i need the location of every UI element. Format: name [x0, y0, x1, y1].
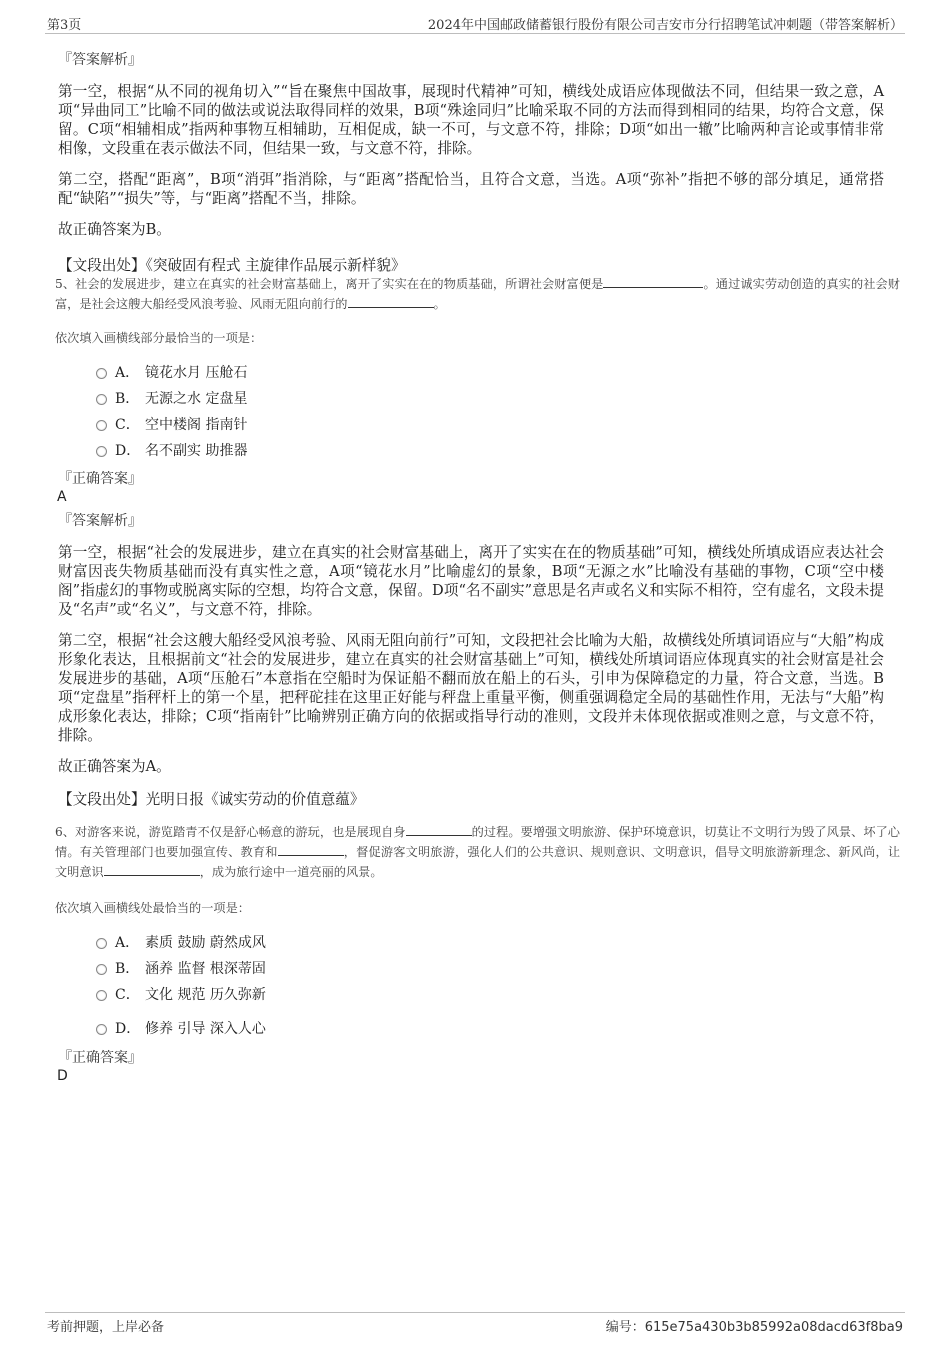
- page-number: 第3页: [47, 18, 82, 33]
- source-citation: 【文段出处】光明日报《诚实劳动的价值意蕴》: [58, 791, 365, 808]
- blank-2: [278, 843, 344, 856]
- analysis-paragraph-1: 第一空，根据“社会的发展进步，建立在真实的社会财富基础上，离开了实实在在的物质基础”可知，横线处所填成语应表达社会财富因丧失物质基础而没有真实性之意，A项“镜花水月”比喻虚幻的景象，B项“无源之水”比喻没有基础的事物，C项“空中楼阁”指虚幻的事物或脱离实际的空想，均符合文意，保留。D项“名不副实”意思是名声或名义和实际不相符，空有虚名，文段未提及“名声”或“名义”，与文意不符，排除。: [58, 544, 884, 618]
- option-letter: A．: [115, 935, 140, 951]
- option-text: 文化 规范 历久弥新: [145, 987, 266, 1003]
- option-letter: A．: [115, 365, 140, 381]
- analysis-conclusion: 故正确答案为B。: [58, 221, 171, 238]
- option-text: 修养 引导 深入人心: [145, 1021, 266, 1037]
- option-text: 涵养 监督 根深蒂固: [145, 961, 266, 977]
- option-letter: C．: [115, 987, 140, 1003]
- analysis-paragraph-2: 第二空，搭配“距离”，B项“消弭”指消除，与“距离”搭配恰当，且符合文意，当选。A项“弥补”指把不够的部分填足，通常搭配“缺陷”“损失”等，与“距离”搭配不当，排除。: [58, 171, 884, 207]
- option-text: 镜花水月 压舱石: [145, 365, 248, 381]
- option-letter: B．: [115, 961, 140, 977]
- option-text: 空中楼阁 指南针: [145, 417, 248, 433]
- question-6-text-d: ，成为旅行途中一道亮丽的风景。: [199, 865, 383, 879]
- option-text: 名不副实 助推器: [145, 443, 248, 459]
- question-5-text-c: 。: [433, 297, 446, 311]
- radio-icon[interactable]: [96, 1024, 107, 1035]
- correct-answer: A: [57, 489, 67, 505]
- radio-icon[interactable]: [96, 938, 107, 949]
- analysis-label: 『答案解析』: [58, 513, 142, 529]
- correct-answer-label: 『正确答案』: [58, 471, 142, 487]
- question-6-instruction: 依次填入画横线处最恰当的一项是：: [55, 901, 250, 915]
- blank-3: [104, 863, 200, 876]
- analysis-paragraph-2: 第二空，根据“社会这艘大船经受风浪考验、风雨无阻向前行”可知，文段把社会比喻为大船，故横线处所填词语应与“大船”构成形象化表达，且根据前文“社会的发展进步，建立在真实的社会财富基础上”可知，横线处所填词语应体现真实的社会财富是社会发展进步的基础，A项“压舱石”本意指在空船时为保证船不翻而放在船上的石头，引申为保障稳定的力量，符合文意，当选。B项“定盘星”指秤杆上的第一个星，把秤砣挂在这里正好能与秤盘上重量平衡，侧重强调稳定全局的基础性作用，无法与“大船”构成形象化表达，排除；C项“指南针”比喻辨别正确方向的依据或指导行动的准则，文段并未体现依据或准则之意，与文意不符，排除。: [58, 632, 884, 744]
- option-text: 素质 鼓励 蔚然成风: [145, 935, 266, 951]
- option-letter: D．: [115, 1021, 141, 1037]
- option-text: 无源之水 定盘星: [145, 391, 248, 407]
- analysis-paragraph-1: 第一空，根据“从不同的视角切入”“旨在聚焦中国故事，展现时代精神”可知，横线处成语应体现做法不同，但结果一致之意，A项“异曲同工”比喻不同的做法或说法取得同样的效果，B项“殊途同归”比喻采取不同的方法而得到相同的结果，均符合文意，保留。C项“相辅相成”指两种事物互相辅助，互相促成，缺一不可，与文意不符，排除；D项“如出一辙”比喻两种言论或事情非常相像，文段重在表示做法不同，但结果一致，与文意不符，排除。: [58, 83, 884, 157]
- blank-1: [603, 275, 703, 288]
- document-title: 2024年中国邮政储蓄银行股份有限公司吉安市分行招聘笔试冲刺题（带答案解析）: [427, 18, 903, 33]
- question-5-stem: [55, 274, 900, 314]
- radio-icon[interactable]: [96, 420, 107, 431]
- blank-1: [406, 823, 472, 836]
- question-5-text-b: 。通过诚实劳动创造的真实的社会财富，是社会这艘大船经受风浪考验、风雨无阻向前行的: [55, 277, 900, 311]
- radio-icon[interactable]: [96, 368, 107, 379]
- source-citation: 【文段出处】《突破固有程式 主旋律作品展示新样貌》: [58, 257, 406, 274]
- radio-icon[interactable]: [96, 446, 107, 457]
- question-5-text-a: 5、社会的发展进步，建立在真实的社会财富基础上，离开了实实在在的物质基础，所谓社会财富便是: [55, 277, 604, 291]
- radio-icon[interactable]: [96, 990, 107, 1001]
- option-letter: C．: [115, 417, 140, 433]
- analysis-conclusion: 故正确答案为A。: [58, 758, 171, 775]
- option-letter: B．: [115, 391, 140, 407]
- correct-answer: D: [57, 1068, 68, 1084]
- blank-2: [348, 295, 434, 308]
- radio-icon[interactable]: [96, 964, 107, 975]
- analysis-label: 『答案解析』: [58, 52, 142, 68]
- header-divider: [45, 33, 905, 34]
- footer-slogan: 考前押题，上岸必备: [47, 1320, 165, 1335]
- footer-document-id: 编号：615e75a430b3b85992a08dacd63f8ba9: [605, 1320, 903, 1335]
- question-6-text-a: 6、对游客来说，游览踏青不仅是舒心畅意的游玩，也是展现自身: [55, 825, 406, 839]
- option-letter: D．: [115, 443, 141, 459]
- question-6-text-b: 的过程。要增强文明旅游、保护环境意识，切莫让不文明行为毁了风景、坏了心情。有关管理部门也要加强宣传、教育和: [55, 825, 900, 859]
- question-6-stem: [55, 822, 900, 882]
- correct-answer-label: 『正确答案』: [58, 1050, 142, 1066]
- footer-divider: [45, 1312, 905, 1313]
- radio-icon[interactable]: [96, 394, 107, 405]
- question-6-text-c: ，督促游客文明旅游，强化人们的公共意识、规则意识、文明意识，倡导文明旅游新理念、新风尚，让文明意识: [55, 845, 901, 879]
- question-5-instruction: 依次填入画横线部分最恰当的一项是：: [55, 331, 263, 345]
